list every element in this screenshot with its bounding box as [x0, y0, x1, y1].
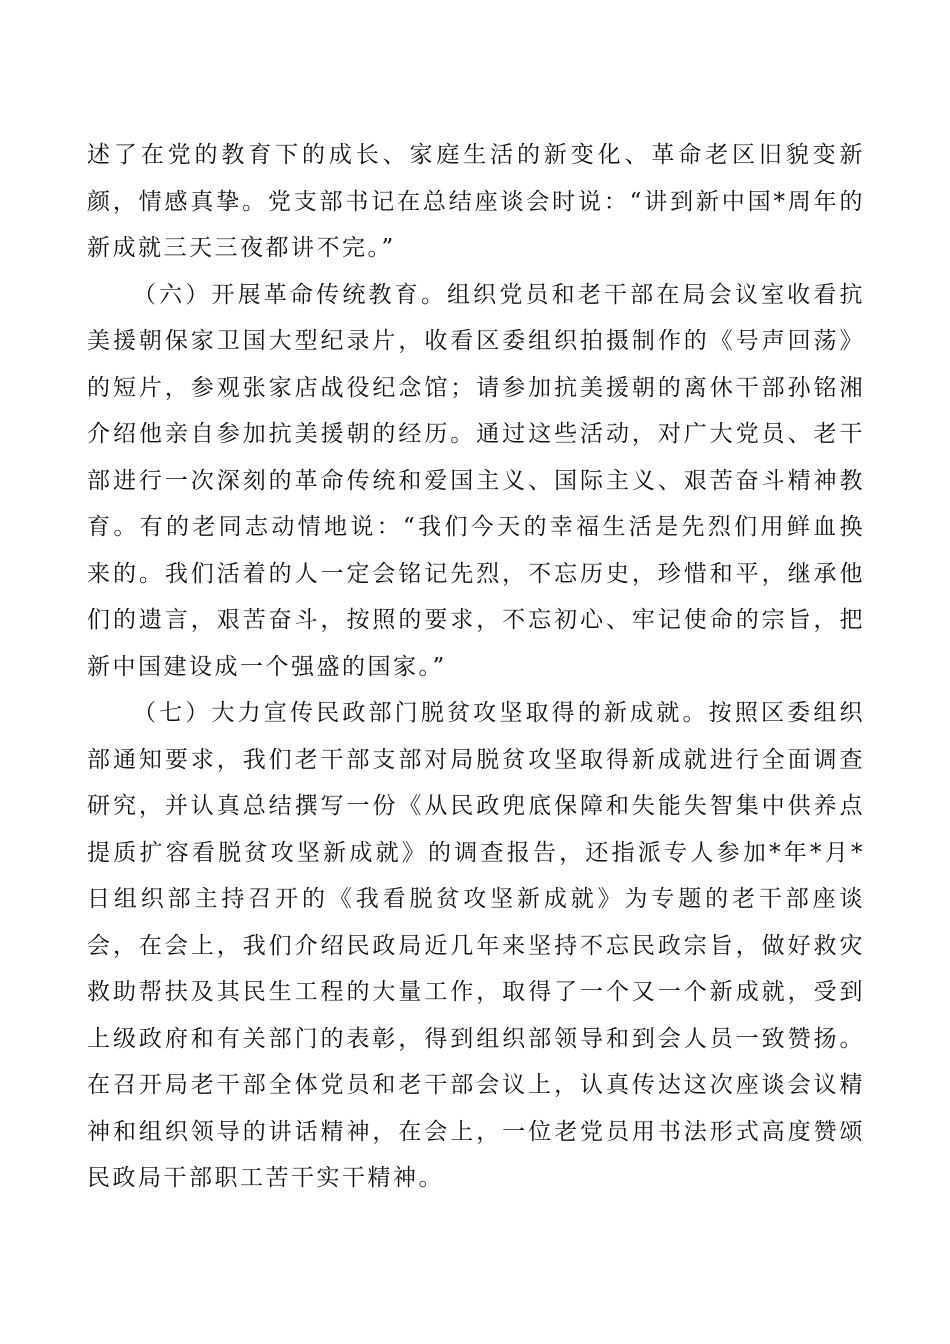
paragraph-section-6: （六）开展革命传统教育。组织党员和老干部在局会议室收看抗美援朝保家卫国大型纪录片，收看区委组织拍摄制作的《号声回荡》的短片，参观张家店战役纪念馆；请参加抗美援朝的离休干部孙铭湘介绍他亲自参加抗美援朝的经历。通过这些活动，对广大党员、老干部进行一次深刻的革命传统和爱国主义、国际主义、艰苦奋斗精神教育。有的老同志动情地说：“我们今天的幸福生活是先烈们用鲜血换来的。我们活着的人一定会铭记先烈，不忘历史，珍惜和平，继承他们的遗言，艰苦奋斗，按照的要求，不忘初心、牢记使命的宗旨，把新中国建设成一个强盛的国家。” [87, 281, 865, 680]
document-body [87, 132, 865, 1202]
paragraph-continuation: 述了在党的教育下的成长、家庭生活的新变化、革命老区旧貌变新颜，情感真挚。党支部书记在总结座谈会时说：“讲到新中国*周年的新成就三天三夜都讲不完。” [87, 142, 865, 261]
paragraph-section-7: （七）大力宣传民政部门脱贫攻坚取得的新成就。按照区委组织部通知要求，我们老干部支部对局脱贫攻坚取得新成就进行全面调查研究，并认真总结撰写一份《从民政兜底保障和失能失智集中供养点提质扩容看脱贫攻坚新成就》的调查报告，还指派专人参加*年*月*日组织部主持召开的《我看脱贫攻坚新成就》为专题的老干部座谈会，在会上，我们介绍民政局近几年来坚持不忘民政宗旨，做好救灾救助帮扶及其民生工程的大量工作，取得了一个又一个新成就，受到上级政府和有关部门的表彰，得到组织部领导和到会人员一致赞扬。在召开局老干部全体党员和老干部会议上，认真传达这次座谈会议精神和组织领导的讲话精神，在会上，一位老党员用书法形式高度赞颂民政局干部职工苦干实干精神。 [87, 700, 866, 1191]
